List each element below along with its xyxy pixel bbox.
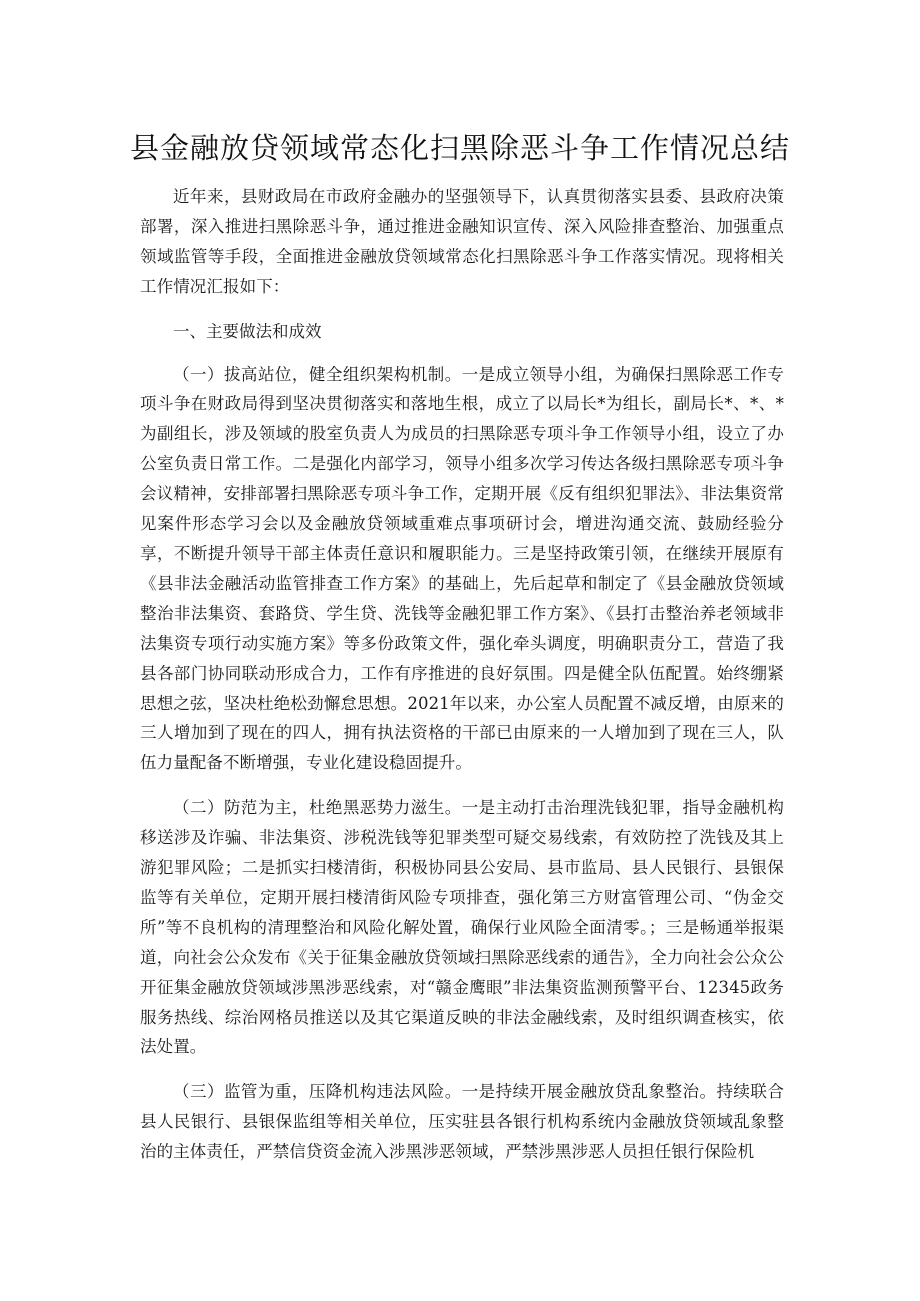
paragraph-3: （三）监管为重，压降机构违法风险。一是持续开展金融放贷乱象整治。持续联合县人民银行、县银保监组等相关单位，压实驻县各银行机构系统内金融放贷领域乱象整治的主体责任，严禁信贷资金流入涉黑涉恶领域，严禁涉黑涉恶人员担任银行保险机: [140, 1082, 784, 1162]
paragraph-1: （一）拔高站位，健全组织架构机制。一是成立领导小组，为确保扫黑除恶工作专项斗争在财政局得到坚决贯彻落实和落地生根，成立了以局长*为组长，副局长*、*、*为副组长，涉及领域的股室负责人为成员的扫黑除恶专项斗争工作领导小组，设立了办公室负责日常工作。二是强化内部学习，领导小组多次学习传达各级扫黑除恶专项斗争会议精神，安排部署扫黑除恶专项斗争工作，定期开展《反有组织犯罪法》、非法集资常见案件形态学习会以及金融放贷领域重难点事项研讨会，增进沟通交流、鼓励经验分享，不断提升领导干部主体责任意识和履职能力。三是坚持政策引领，在继续开展原有《县非法金融活动监管排查工作方案》的基础上，先后起草和制定了《县金融放贷领域整治非法集资、套路贷、学生贷、洗钱等金融犯罪工作方案》、《县打击整治养老领域非法集资专项行动实施方案》等多份政策文件，强化牵头调度，明确职责分工，营造了我县各部门协同联动形成合力，工作有序推进的良好氛围。四是健全队伍配置。始终绷紧思想之弦，坚决杜绝松劲懈怠思想。2021年以来，办公室人员配置不减反增，由原来的三人增加到了现在的四人，拥有执法资格的干部已由原来的一人增加到了现在三人，队伍力量配备不断增强，专业化建设稳固提升。: [140, 364, 784, 773]
intro-paragraph: 近年来，县财政局在市政府金融办的坚强领导下，认真贯彻落实县委、县政府决策部署，深入推进扫黑除恶斗争，通过推进金融知识宣传、深入风险排查整治、加强重点领域监管等手段，全面推进金融放贷领域常态化扫黑除恶斗争工作落实情况。现将相关工作情况汇报如下：: [140, 187, 784, 296]
section-heading: 一、主要做法和成效: [173, 321, 322, 341]
document-body: [140, 182, 784, 1167]
paragraph-2: （二）防范为主，杜绝黑恶势力滋生。一是主动打击治理洗钱犯罪，指导金融机构移送涉及诈骗、非法集资、涉税洗钱等犯罪类型可疑交易线索，有效防控了洗钱及其上游犯罪风险；二是抓实扫楼清街，积极协同县公安局、县市监局、县人民银行、县银保监等有关单位，定期开展扫楼清街风险专项排查，强化第三方财富管理公司、“伪金交所”等不良机构的清理整治和风险化解处置，确保行业风险全面清零。；三是畅通举报渠道，向社会公众发布《关于征集金融放贷领域扫黑除恶线索的通告》，全力向社会公众公开征集金融放贷领域涉黑涉恶线索，对“赣金鹰眼”非法集资监测预警平台、12345政务服务热线、综治网格员推送以及其它渠道反映的非法金融线索，及时组织调查核实，依法处置。: [140, 798, 784, 1057]
document-title: 县金融放贷领域常态化扫黑除恶斗争工作情况总结: [129, 131, 790, 165]
